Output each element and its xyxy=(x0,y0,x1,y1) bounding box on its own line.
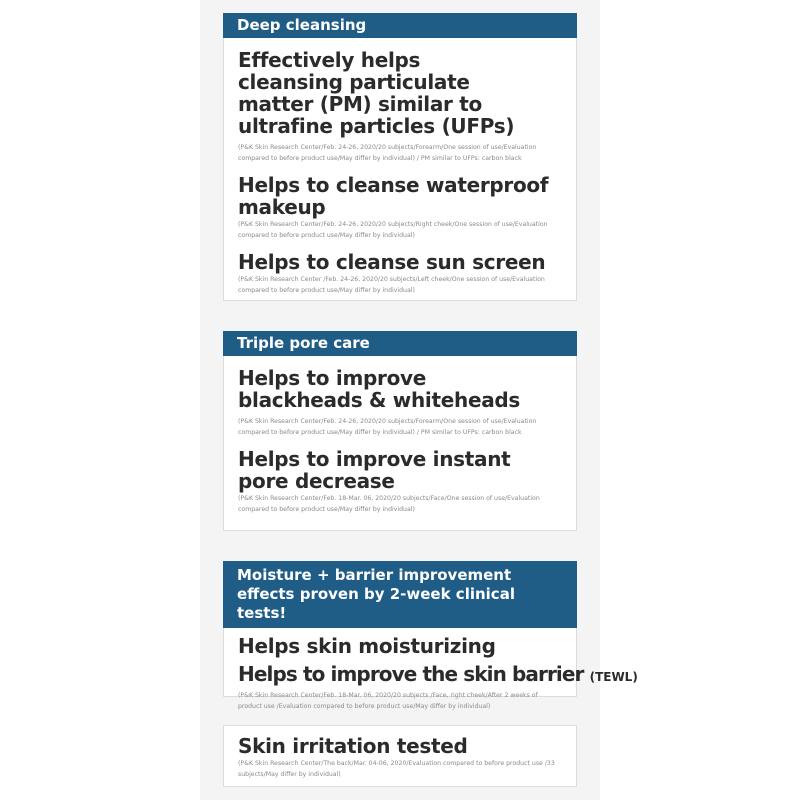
claim-suffix: (TEWL) xyxy=(589,670,638,684)
claim-footnote: (P&K Skin Research Center/Feb. 24-26, 2020/20 subjects/Right cheek/One session of use/Evaluation compared to before product use/May differ by individual) xyxy=(238,221,548,239)
moisture-barrier-card xyxy=(223,561,638,710)
claim-heading: Helps to improve instant pore decrease xyxy=(238,447,511,493)
irritation-tested-card xyxy=(223,725,577,787)
claim-footnote: (P&K Skin Research Center/Feb. 24-26, 2020/20 subjects/Forearm/One session of use/Evaluation compared to before product use/May differ by individual) / PM similar to UFPs: carbon black xyxy=(238,418,537,436)
claim-heading: Skin irritation tested xyxy=(238,734,468,758)
claim-heading: Helps to cleanse sun screen xyxy=(238,250,546,274)
deep-cleansing-card xyxy=(223,13,577,301)
claim-heading: Effectively helps cleansing particulate matter (PM) similar to ultrafine particles (UFPs) xyxy=(238,48,515,138)
claim-heading xyxy=(238,662,638,688)
section-header: Triple pore care xyxy=(223,331,577,356)
claim-heading: Helps skin moisturizing xyxy=(238,634,496,658)
triple-pore-care-card xyxy=(223,331,577,531)
claim-heading: Helps to cleanse waterproof makeup xyxy=(238,173,549,219)
claim-footnote: (P&K Skin Research Center/Feb. 18-Mar. 06, 2020/20 subjects /Face, right cheek/After 2 weeks of product use /Evaluation compared to before product use/May differ by individual) xyxy=(238,692,538,710)
claim-footnote: (P&K Skin Research Center/Feb. 24-26, 2020/20 subjects/Forearm/One session of use/Evaluation compared to before product use/May differ by individual) / PM similar to UFPs: carbon black xyxy=(238,144,537,162)
claim-heading: Helps to improve blackheads & whiteheads xyxy=(238,366,521,412)
claim-footnote: (P&K Skin Research Center/Feb. 18-Mar. 06, 2020/20 subjects/Face/One session of use/Evaluation compared to before product use/May differ by individual) xyxy=(238,495,540,513)
claim-footnote: (P&K Skin Research Center /Feb. 24-26, 2020/20 subjects/Left cheek/One session of use/Evaluation compared to before product use/May differ by individual) xyxy=(238,276,545,294)
section-header: Moisture + barrier improvement effects proven by 2-week clinical tests! xyxy=(223,561,577,628)
section-header: Deep cleansing xyxy=(223,13,577,38)
claim-footnote: (P&K Skin Research Center/The back/Mar. 04-06, 2020/Evaluation compared to before product use /33 subjects/May differ by individual) xyxy=(238,760,555,778)
claim-text: Helps to improve the skin barrier xyxy=(238,662,584,686)
